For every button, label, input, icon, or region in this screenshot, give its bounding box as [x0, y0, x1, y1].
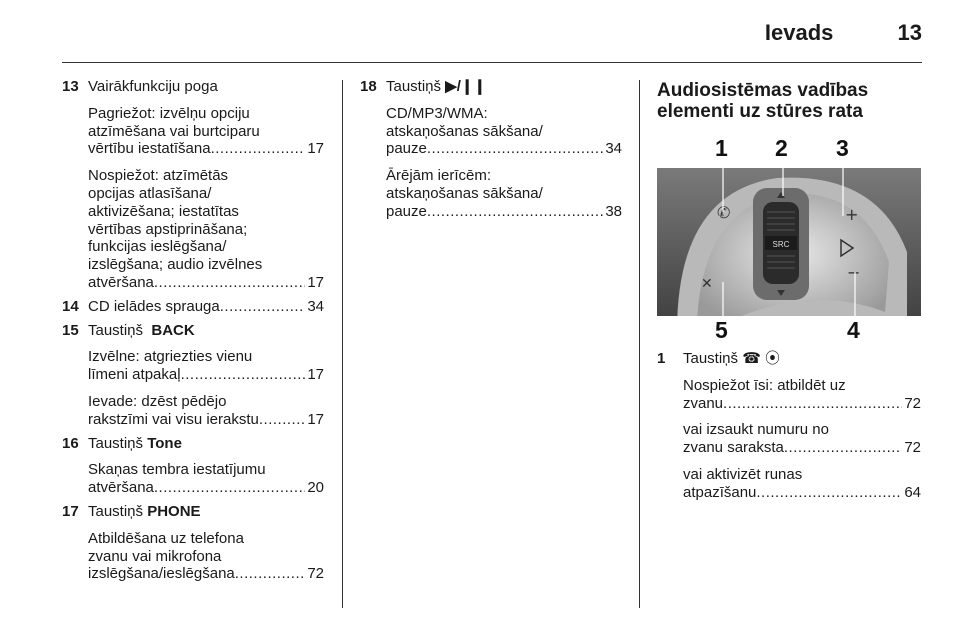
entry-paragraph: [88, 348, 324, 384]
label-text: Taustiņš: [386, 78, 442, 95]
column-right: [657, 80, 921, 122]
toc-line[interactable]: [683, 484, 921, 502]
entry-13: [62, 78, 324, 292]
key-name: PHONE: [147, 502, 201, 520]
page-ref[interactable]: 38: [605, 202, 622, 220]
toc-line[interactable]: [88, 298, 324, 316]
text-line: vērtības apstiprināšana;: [88, 220, 248, 238]
page-ref[interactable]: 72: [904, 439, 921, 457]
page-number: 13: [897, 20, 922, 45]
toc-text: līmeni atpakaļ: [88, 366, 181, 384]
toc-line[interactable]: [683, 395, 921, 413]
text-line: Ārējām ierīcēm:: [386, 167, 492, 185]
page-ref[interactable]: 72: [307, 565, 324, 583]
toc-line[interactable]: [683, 439, 921, 457]
key-name: BACK: [151, 321, 195, 339]
entry-label: [88, 503, 324, 521]
section-heading: [657, 80, 921, 122]
page-ref[interactable]: 17: [307, 140, 324, 158]
text-line: Nospiežot: atzīmētās: [88, 167, 229, 185]
text-line: CD/MP3/WMA:: [386, 104, 488, 122]
toc-text: zvanu: [683, 394, 724, 412]
toc-text: atvēršana: [88, 273, 154, 291]
entry-17: [62, 503, 324, 583]
page-ref[interactable]: 72: [904, 394, 921, 412]
text-line: Nospiežot īsi: atbildēt uz: [683, 376, 846, 394]
entry-wheel-1: [657, 350, 921, 502]
toc-text: izslēgšana/ieslēgšana: [88, 565, 235, 583]
text-line: atskaņošanas sākšana/: [386, 184, 543, 202]
entry-number: 16: [62, 434, 79, 452]
text-line: vai aktivizēt runas: [683, 465, 803, 483]
entry-16: [62, 435, 324, 497]
column-left: [62, 78, 324, 583]
toc-line[interactable]: [88, 565, 324, 583]
label-text: Taustiņš: [88, 321, 144, 339]
toc-text: atvēršana: [88, 479, 154, 497]
text-line: atzīmēšana vai burtciparu: [88, 122, 260, 140]
entry-number: 1: [657, 350, 666, 367]
text-line: Izvēlne: atgriezties vienu: [88, 348, 253, 366]
entry-label: [683, 350, 921, 368]
entry-18: [360, 78, 622, 221]
header-rule: [62, 62, 922, 63]
text-line: izslēgšana; audio izvēlnes: [88, 256, 263, 274]
entry-number: 17: [62, 502, 79, 520]
text-line: opcijas atlasīšana/: [88, 184, 212, 202]
steering-wheel-controls-photo: [657, 132, 921, 340]
column-divider: [639, 80, 640, 608]
play-pause-icon: ▶/❙❙: [445, 78, 487, 95]
toc-text: vērtību iestatīšana: [88, 140, 211, 158]
column-divider: [342, 80, 343, 608]
entry-paragraph: [88, 530, 324, 583]
entry-paragraph: [386, 105, 622, 158]
label-text: Taustiņš: [88, 434, 144, 452]
text-line: Pagriežot: izvēlņu opciju: [88, 104, 250, 122]
toc-text: CD ielādes sprauga: [88, 297, 220, 315]
text-line: aktivizēšana; iestatītas: [88, 202, 239, 220]
entry-label: [88, 322, 324, 340]
text-line: Atbildēšana uz telefona: [88, 529, 244, 547]
callout-4: 4: [847, 317, 860, 340]
volume-down-icon: −: [847, 263, 861, 282]
entry-paragraph: [88, 167, 324, 292]
entry-paragraph: [683, 421, 921, 457]
entry-14: [62, 298, 324, 316]
text-line: zvanu vai mikrofona: [88, 547, 222, 565]
text-line: funkcijas ieslēgšana/: [88, 238, 227, 256]
entry-number: 13: [62, 78, 79, 95]
page-ref[interactable]: 64: [904, 483, 921, 501]
page-ref[interactable]: 17: [307, 410, 324, 428]
entry-label: [386, 78, 622, 96]
entry-15: [62, 322, 324, 429]
toc-text: pauze: [386, 140, 427, 158]
toc-line[interactable]: [386, 203, 622, 221]
heading-line: Audiosistēmas vadības: [657, 80, 869, 101]
column-middle: [360, 78, 622, 221]
page-ref[interactable]: 17: [307, 366, 324, 384]
text-line: Skaņas tembra iestatījumu: [88, 461, 266, 479]
toc-text: pauze: [386, 202, 427, 220]
page-header: [765, 20, 922, 46]
page-ref[interactable]: 34: [605, 140, 622, 158]
entry-paragraph: [88, 393, 324, 429]
key-name: Tone: [147, 434, 182, 452]
entry-label: Vairākfunkciju poga: [88, 78, 218, 95]
text-line: Ievade: dzēst pēdējo: [88, 392, 227, 410]
callout-5: 5: [715, 317, 728, 340]
entry-number: 18: [360, 78, 377, 95]
phone-voice-icon: ☎ ⦿: [742, 350, 781, 367]
label-text: Taustiņš: [88, 502, 144, 520]
toc-text: rakstzīmi vai visu ierakstu: [88, 410, 259, 428]
phone-icon: ✆: [717, 203, 731, 222]
entry-number: 15: [62, 321, 79, 339]
src-label: SRC: [772, 240, 790, 249]
entry-number: 14: [62, 297, 79, 315]
entry-paragraph: [88, 105, 324, 158]
entry-paragraph: [386, 167, 622, 220]
page-title: Ievads: [764, 20, 834, 45]
toc-line[interactable]: [88, 140, 324, 158]
mute-icon: ✕: [701, 276, 713, 292]
toc-line[interactable]: [88, 366, 324, 384]
volume-up-icon: +: [845, 205, 859, 224]
toc-text: zvanu saraksta: [683, 439, 784, 457]
text-line: atskaņošanas sākšana/: [386, 122, 543, 140]
toc-line[interactable]: [386, 140, 622, 158]
toc-text: atpazīšanu: [683, 483, 757, 501]
toc-line[interactable]: [88, 479, 324, 497]
callout-2: 2: [775, 135, 788, 161]
toc-line[interactable]: [88, 274, 324, 292]
toc-line[interactable]: [88, 411, 324, 429]
heading-line: elementi uz stūres rata: [657, 101, 863, 122]
entry-paragraph: [683, 466, 921, 502]
callout-3: 3: [836, 135, 849, 161]
entry-paragraph: [683, 377, 921, 413]
page-ref[interactable]: 34: [307, 297, 324, 315]
page-ref[interactable]: 17: [307, 273, 324, 291]
text-line: vai izsaukt numuru no: [683, 421, 829, 439]
entry-paragraph: [88, 461, 324, 497]
label-text: Taustiņš: [683, 350, 739, 367]
column-right-list: [657, 350, 921, 502]
callout-1: 1: [715, 135, 728, 161]
page-ref[interactable]: 20: [307, 479, 324, 497]
entry-label: [88, 435, 324, 453]
